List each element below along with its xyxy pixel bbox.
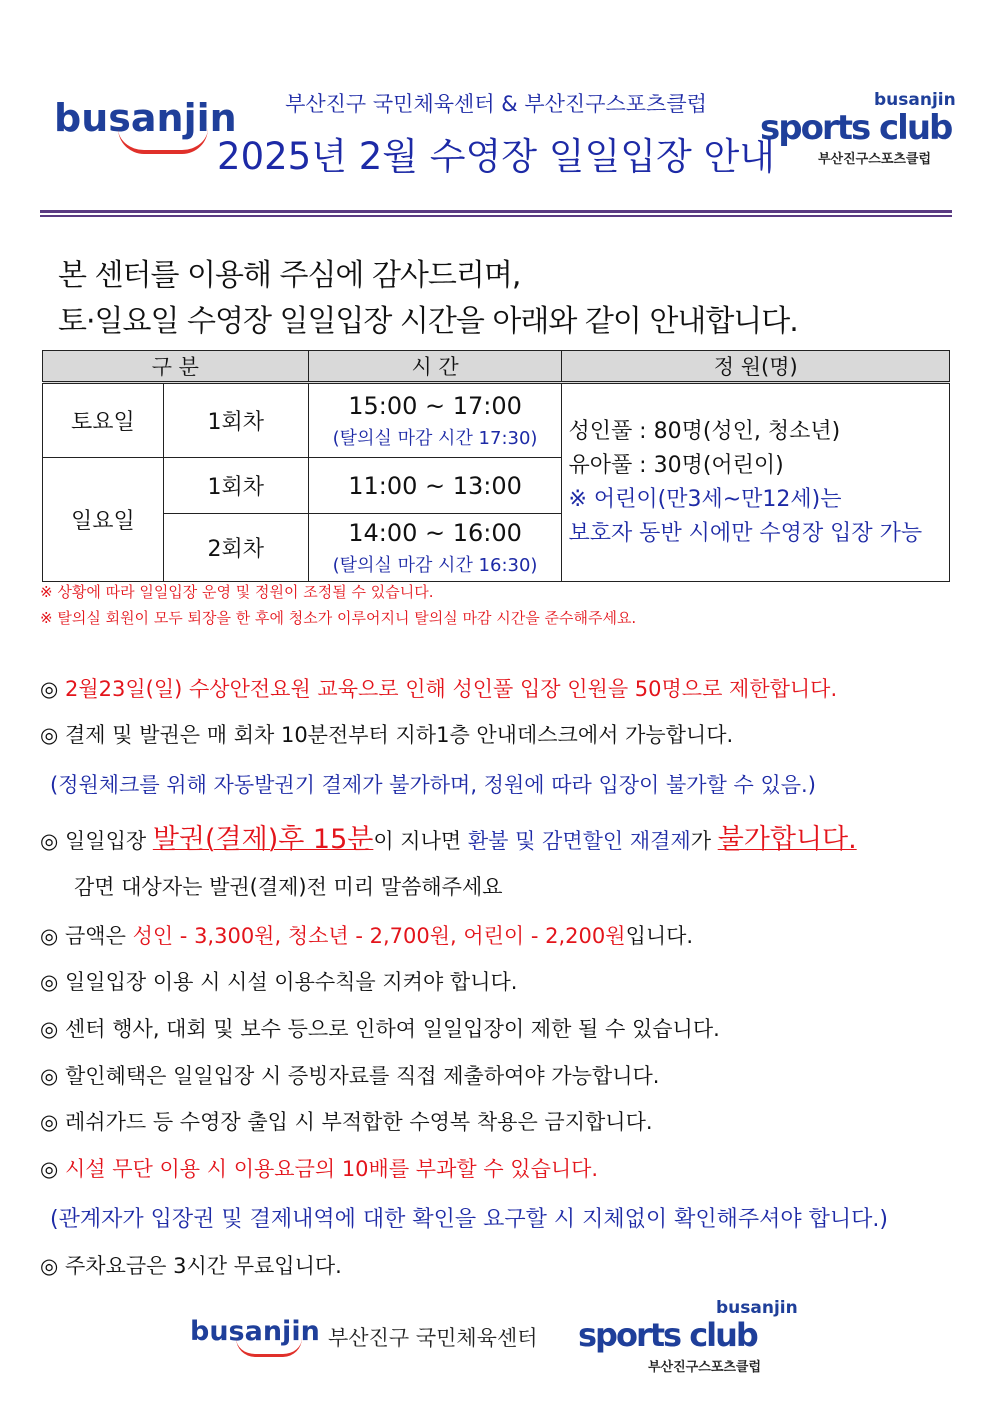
header-category: 구 분 bbox=[43, 351, 309, 383]
footer-sportsclub-logo-top: busanjin bbox=[716, 1298, 798, 1318]
notice-text: 센터 행사, 대회 및 보수 등으로 인하여 일일입장이 제한 될 수 있습니다. bbox=[65, 1017, 720, 1041]
bullet-icon: ◎ bbox=[40, 1254, 59, 1278]
sunday-time-1: 11:00 ~ 13:00 bbox=[308, 458, 562, 514]
bullet-icon: ◎ bbox=[40, 723, 59, 747]
sunday-time-2: 14:00 ~ 16:00 bbox=[348, 518, 522, 547]
bullet-icon: ◎ bbox=[40, 970, 59, 994]
capacity-cell bbox=[562, 383, 950, 582]
page-title: 2025년 2월 수영장 일일입장 안내 bbox=[217, 135, 775, 178]
footer-center-name: 부산진구 국민체육센터 bbox=[328, 1326, 538, 1350]
notice-text: 일일입장 이용 시 시설 이용수칙을 지켜야 합니다. bbox=[65, 970, 518, 994]
notice-item bbox=[40, 1013, 720, 1043]
notice-highlight: 환불 및 감면할인 재결제 bbox=[467, 829, 691, 853]
bullet-icon: ◎ bbox=[40, 1064, 59, 1088]
notice-text: 2월23일(일) 수상안전요원 교육으로 인해 성인풀 입장 인원을 50명으로 제한합니다. bbox=[65, 677, 838, 701]
busanjin-logo: busanjin bbox=[54, 96, 237, 140]
sportsclub-logo: sports club bbox=[760, 108, 952, 148]
footer-busanjin-logo: busanjin bbox=[190, 1316, 320, 1347]
footer-sportsclub-logo: sports club bbox=[578, 1316, 757, 1354]
header-time: 시 간 bbox=[308, 351, 562, 383]
sunday-round-2: 2회차 bbox=[163, 514, 308, 582]
notice-item bbox=[40, 920, 693, 950]
note-locker-closing: ※ 탈의실 회원이 모두 퇴장을 한 후에 청소가 이루어지니 탈의실 마감 시간을 준수해주세요. bbox=[40, 609, 637, 627]
notice-item bbox=[40, 817, 857, 856]
bullet-icon: ◎ bbox=[40, 1157, 59, 1181]
saturday-label: 토요일 bbox=[43, 383, 164, 458]
notice-item bbox=[40, 673, 837, 703]
footer-sportsclub-logo-sub: 부산진구스포츠클럽 bbox=[648, 1360, 762, 1375]
notice-item bbox=[40, 1250, 342, 1280]
notice-text: 결제 및 발권은 매 회차 10분전부터 지하1층 안내데스크에서 가능합니다. bbox=[65, 723, 734, 747]
bullet-icon: ◎ bbox=[40, 1017, 59, 1041]
sunday-time-cell bbox=[308, 514, 562, 582]
notice-highlight: 불가합니다. bbox=[717, 824, 857, 855]
header-subtitle: 부산진구 국민체육센터 & 부산진구스포츠클럽 bbox=[285, 92, 707, 116]
notice-text: 할인혜택은 일일입장 시 증빙자료를 직접 제출하여야 가능합니다. bbox=[65, 1064, 660, 1088]
footer-busanjin-logo-smile bbox=[236, 1338, 302, 1357]
header-capacity: 정 원(명) bbox=[562, 351, 950, 383]
sunday-label: 일요일 bbox=[43, 458, 164, 582]
notice-item bbox=[40, 1106, 653, 1136]
capacity-adult: 성인풀 : 80명(성인, 청소년) bbox=[568, 418, 841, 444]
notice-text: 일일입장 bbox=[65, 829, 153, 853]
bullet-icon: ◎ bbox=[40, 677, 59, 701]
bullet-icon: ◎ bbox=[40, 829, 59, 853]
capacity-kid: 유아풀 : 30명(어린이) bbox=[568, 452, 784, 478]
sunday-closing-time: (탈의실 마감 시간 16:30) bbox=[332, 554, 538, 576]
bullet-icon: ◎ bbox=[40, 1110, 59, 1134]
notice-subtext: (관계자가 입장권 및 결제내역에 대한 확인을 요구할 시 지체없이 확인해주셔야 합니다.) bbox=[50, 1207, 888, 1232]
intro-line-1: 본 센터를 이용해 주심에 감사드리며, bbox=[58, 258, 521, 293]
notice-item bbox=[40, 1153, 598, 1183]
notice-text: 시설 무단 이용 시 이용요금의 10배를 부과할 수 있습니다. bbox=[65, 1157, 599, 1181]
notice-item bbox=[40, 719, 733, 749]
sportsclub-logo-sub: 부산진구스포츠클럽 bbox=[818, 152, 932, 167]
schedule-table bbox=[42, 350, 950, 582]
capacity-note-1: ※ 어린이(만3세~만12세)는 bbox=[568, 486, 842, 512]
notice-text: 주차요금은 3시간 무료입니다. bbox=[65, 1254, 342, 1278]
price-list: 성인 - 3,300원, 청소년 - 2,700원, 어린이 - 2,200원 bbox=[132, 924, 626, 948]
notice-subtext: (정원체크를 위해 자동발권기 결제가 불가하며, 정원에 따라 입장이 불가할 수 있음.) bbox=[50, 773, 816, 797]
saturday-time-1: 15:00 ~ 17:00 bbox=[348, 391, 522, 420]
notice-subtext: 감면 대상자는 발권(결제)전 미리 말씀해주세요 bbox=[74, 875, 503, 899]
bullet-icon: ◎ bbox=[40, 924, 59, 948]
notice-text: 금액은 bbox=[65, 924, 133, 948]
intro-line-2: 토·일요일 수영장 일일입장 시간을 아래와 같이 안내합니다. bbox=[58, 304, 798, 339]
capacity-note-2: 보호자 동반 시에만 수영장 입장 가능 bbox=[568, 520, 923, 546]
note-capacity-adjust: ※ 상황에 따라 일일입장 운영 및 정원이 조정될 수 있습니다. bbox=[40, 583, 434, 601]
notice-text: 입니다. bbox=[625, 924, 694, 948]
saturday-closing-time: (탈의실 마감 시간 17:30) bbox=[332, 427, 538, 449]
notice-item bbox=[40, 966, 517, 996]
notice-item bbox=[40, 1060, 659, 1090]
sportsclub-logo-top: busanjin bbox=[874, 90, 956, 110]
notice-text: 이 지나면 bbox=[373, 829, 468, 853]
header-divider-second bbox=[40, 215, 952, 217]
saturday-time-cell bbox=[308, 383, 562, 458]
table-header-row bbox=[43, 351, 950, 383]
header-divider bbox=[40, 210, 952, 213]
notice-text: 가 bbox=[690, 829, 718, 853]
table-row bbox=[43, 383, 950, 458]
notice-text: 레쉬가드 등 수영장 출입 시 부적합한 수영복 착용은 금지합니다. bbox=[65, 1110, 653, 1134]
saturday-round-1: 1회차 bbox=[163, 383, 308, 458]
sunday-round-1: 1회차 bbox=[163, 458, 308, 514]
notice-highlight: 발권(결제)후 15분 bbox=[152, 824, 374, 855]
